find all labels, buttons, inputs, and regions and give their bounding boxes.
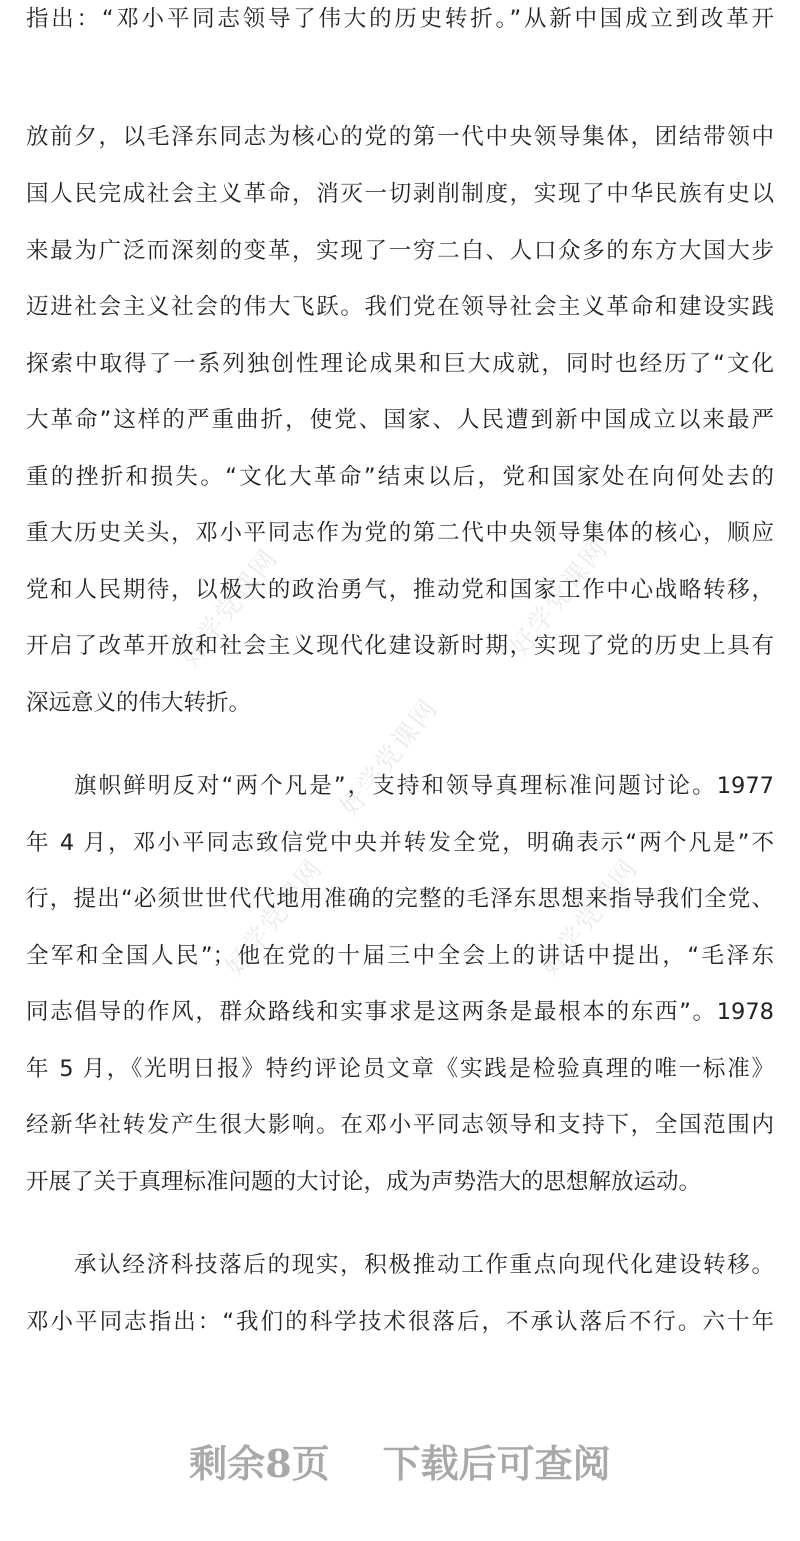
text-line: 邓小平同志指出：“我们的科学技术很落后，不承认落后不行。六十年	[26, 1309, 774, 1335]
text-line: 同志倡导的作风，群众路线和实事求是这两条是最根本的东西”。1978	[26, 999, 774, 1025]
text-line: 年 5 月，《光明日报》特约评论员文章《实践是检验真理的唯一标准》	[26, 1056, 774, 1082]
text-line: 全军和全国人民”；他在党的十届三中全会上的讲话中提出，“毛泽东	[26, 943, 774, 969]
text-line: 行，提出“必须世世代代地用准确的完整的毛泽东思想来指导我们全党、	[26, 886, 774, 912]
watermark: 好学党课网	[534, 853, 645, 983]
remaining-pages-label: 剩余8页	[189, 1441, 330, 1486]
text-line: 指出：“邓小平同志领导了伟大的历史转折。”从新中国成立到改革开	[26, 6, 774, 32]
watermark: 好学党课网	[334, 693, 445, 823]
text-line: 重的挫折和损失。“文化大革命”结束以后，党和国家处在向何处去的	[26, 464, 774, 490]
text-line: 旗帜鲜明反对“两个凡是”，支持和领导真理标准问题讨论。1977	[74, 773, 774, 799]
text-line: 探索中取得了一系列独创性理论成果和巨大成就，同时也经历了“文化	[26, 351, 774, 377]
download-to-view-label: 下载后可查阅	[382, 1441, 611, 1486]
text-line: 年 4 月，邓小平同志致信党中央并转发全党，明确表示“两个凡是”不	[26, 830, 774, 856]
text-line: 党和人民期待，以极大的政治勇气，推动党和国家工作中心战略转移，	[26, 577, 774, 603]
text-line: 重大历史关头，邓小平同志作为党的第二代中央领导集体的核心，顺应	[26, 520, 774, 546]
text-line: 放前夕，以毛泽东同志为核心的党的第一代中央领导集体，团结带领中	[26, 124, 774, 150]
text-line: 承认经济科技落后的现实，积极推动工作重点向现代化建设转移。	[74, 1252, 774, 1278]
watermark: 好学党课网	[504, 533, 615, 663]
text-line: 来最为广泛而深刻的变革，实现了一穷二白、人口众多的东方大国大步	[26, 238, 774, 264]
text-line: 大革命”这样的严重曲折，使党、国家、人民遭到新中国成立以来最严	[26, 407, 774, 433]
download-prompt[interactable]	[0, 1438, 800, 1490]
text-line: 深远意义的伟大转折。	[26, 690, 252, 716]
text-line: 迈进社会主义社会的伟大飞跃。我们党在领导社会主义革命和建设实践	[26, 294, 774, 320]
text-line: 开展了关于真理标准问题的大讨论，成为声势浩大的思想解放运动。	[26, 1169, 702, 1195]
text-line: 经新华社转发产生很大影响。在邓小平同志领导和支持下，全国范围内	[26, 1112, 774, 1138]
watermark: 好学党课网	[219, 853, 330, 983]
watermark: 好学党课网	[174, 543, 285, 673]
text-line: 国人民完成社会主义革命，消灭一切剥削制度，实现了中华民族有史以	[26, 181, 774, 207]
text-line: 开启了改革开放和社会主义现代化建设新时期，实现了党的历史上具有	[26, 633, 774, 659]
